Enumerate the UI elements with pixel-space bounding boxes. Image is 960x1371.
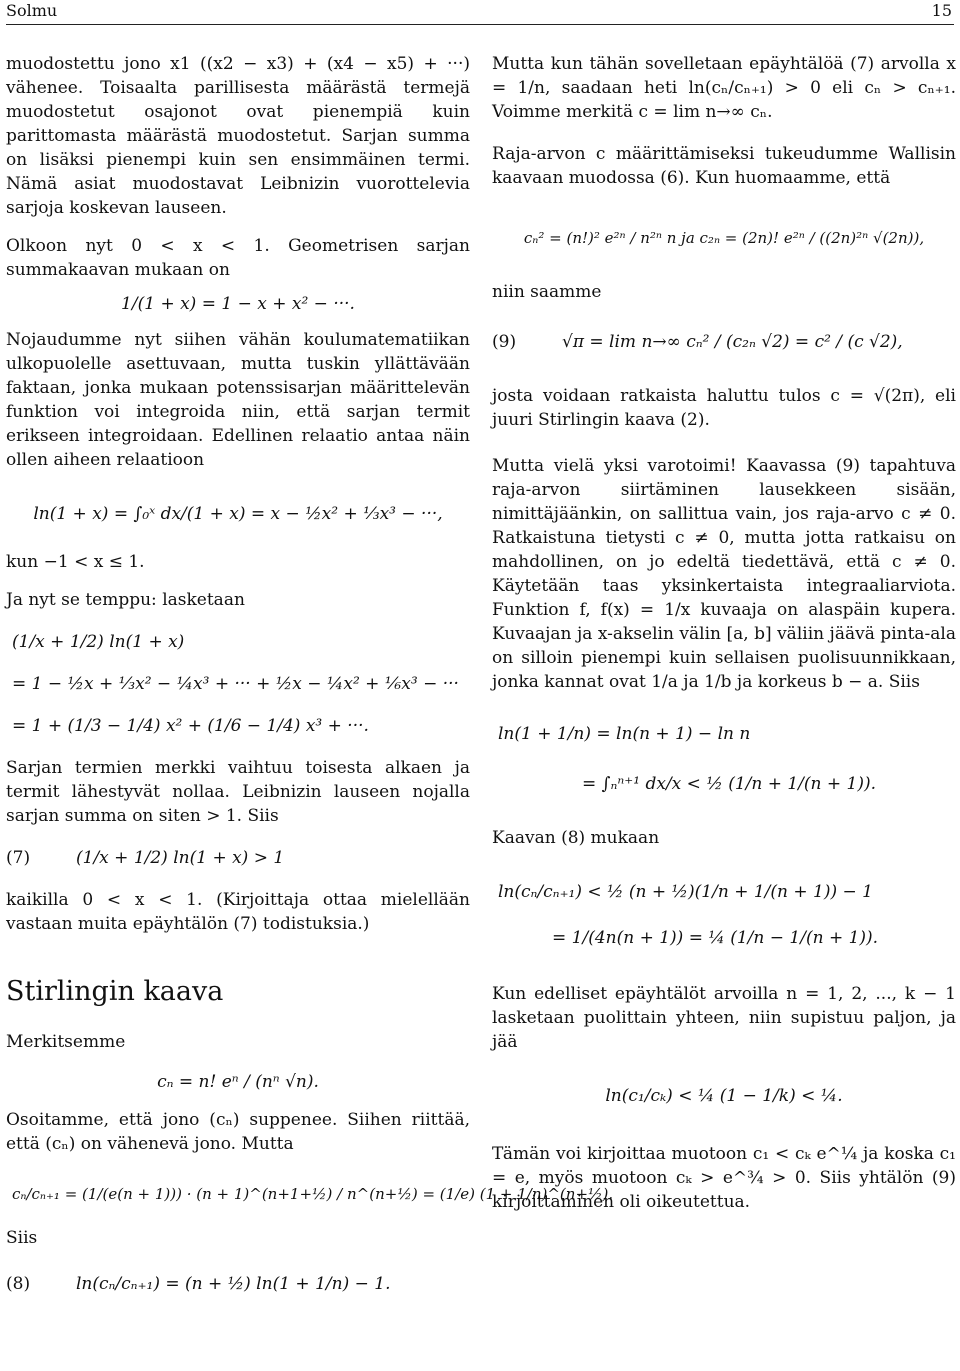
paragraph: Nojaudumme nyt siihen vähän koulumatematiikan ulkopuolelle asettuvaan, mutta tuskin yllättävään faktaan, jonka mukaan potenssisarjan määrittelevän funktion voi integroida niin, että sarjan termit erikseen integroidaan. Edellinen relaatio antaa näin ollen aiheen relaatioon [6,330,470,470]
paragraph: Olkoon nyt 0 < x < 1. Geometrisen sarjan summakaavan mukaan on [6,236,470,280]
equation-log-bound-line2: = 1/(4n(n + 1)) = ¼ (1/n − 1/(n + 1)). [552,928,879,948]
equation-integral-line1: ln(1 + 1/n) = ln(n + 1) − ln n [498,724,751,744]
paragraph: Sarjan termien merkki vaihtuu toisesta alkaen ja termit lähestyvät nollaa. Leibnizin lauseen nojalla sarjan summa on siten > 1. Siis [6,758,470,826]
paragraph: Ja nyt se temppu: lasketaan [6,590,245,610]
equation-ck-bound: ln(c₁/cₖ) < ¼ (1 − 1/k) < ¼. [605,1086,843,1106]
equation-number: (7) [6,848,31,868]
equation-trick-line1: (1/x + 1/2) ln(1 + x) [12,632,185,652]
equation-log-bound-line1: ln(cₙ/cₙ₊₁) < ½ (n + ½)(1/n + 1/(n + 1)) − 1 [498,882,873,902]
right-column [492,52,956,1224]
equation-geometric-series: 1/(1 + x) = 1 − x + x² − ···. [121,294,355,314]
equation-body: ln(cₙ/cₙ₊₁) = (n + ½) ln(1 + 1/n) − 1. [76,1274,391,1294]
equation-trick-line3: = 1 + (1/3 − 1/4) x² + (1/6 − 1/4) x³ + ···. [12,716,369,736]
paragraph: muodostettu jono x1 ((x2 − x3) + (x4 − x5) + ···) vähenee. Toisaalta parillisesta määrästä termejä muodostetut osajonot ovat pienempiä kuin parittomasta määrästä muodostetut. Sarjan summa on lisäksi pienempi kuin sen ensimmäinen termi. Nämä asiat muodostavat Leibnizin vuorottelevia sarjoja koskevan lauseen. [6,54,470,218]
section-title: Stirlingin kaava [6,976,224,1007]
page-header [0,0,960,24]
paragraph: Kun edelliset epäyhtälöt arvoilla n = 1, 2, ..., k − 1 lasketaan puolittain yhteen, niin supistuu paljon, ja jää [492,984,956,1052]
paragraph: Osoitamme, että jono (cₙ) suppenee. Siihen riittää, että (cₙ) on vähenevä jono. Mutta [6,1110,470,1154]
page-number: 15 [931,1,952,20]
equation-trick-line2: = 1 − ½x + ⅓x² − ¼x³ + ··· + ½x − ¼x² + ⅙x³ − ··· [12,674,459,694]
paragraph: Mutta vielä yksi varotoimi! Kaavassa (9) tapahtuva raja-arvon siirtäminen lausekkeen sisään, nimittäjäänkin, on sallittua vain, jos raja-arvo c ≠ 0. Ratkaistuna tietysti c ≠ 0, mutta jotta ratkaisu on mahdollinen, on jo edeltä tiedettävä, että c ≠ 0. Käytetään taas yksinkertaista integraaliarviota. Funktion f, f(x) = 1/x kuvaaja on alaspäin kupera. Kuvaajan ja x-akselin välin [a, b] väliin jäävä pinta-ala on silloin pienempi kuin sellaisen puolisuunnikkaan, jonka kannat ovat 1/a ja 1/b ja korkeus b − a. Siis [492,456,956,692]
paragraph: kaikilla 0 < x < 1. (Kirjoittaja ottaa mielellään vastaan muita epäyhtälön (7) todistuksia.) [6,890,470,934]
paragraph: Merkitsemme [6,1032,126,1052]
equation-body: (1/x + 1/2) ln(1 + x) > 1 [76,848,285,868]
equation-body: √π = lim n→∞ cₙ² / (c₂ₙ √2) = c² / (c √2), [562,332,903,352]
paragraph: Tämän voi kirjoittaa muotoon c₁ < cₖ e^¼ ja koska c₁ = e, myös muotoon cₖ > e^¾ > 0. Siis yhtälön (9) kirjoittaminen oli oikeutettua. [492,1144,956,1212]
paragraph: Kaavan (8) mukaan [492,828,660,848]
header-rule [6,24,954,25]
paragraph: kun −1 < x ≤ 1. [6,552,145,572]
equation-cn-definition: cₙ = n! eⁿ / (nⁿ √n). [157,1072,319,1092]
equation-8 [6,1272,470,1296]
paragraph: Raja-arvon c määrittämiseksi tukeudumme Wallisin kaavaan muodossa (6). Kun huomaamme, että [492,144,956,188]
equation-9 [492,330,956,354]
equation-7 [6,846,470,870]
equation-number: (8) [6,1274,31,1294]
paragraph: niin saamme [492,282,602,302]
paragraph: Mutta kun tähän sovelletaan epäyhtälöä (7) arvolla x = 1/n, saadaan heti ln(cₙ/cₙ₊₁) > 0 eli cₙ > cₙ₊₁. Voimme merkitä c = lim n→∞ cₙ. [492,54,956,122]
journal-name: Solmu [6,1,58,20]
paragraph: Siis [6,1228,38,1248]
equation-number: (9) [492,332,517,352]
paragraph: josta voidaan ratkaista haluttu tulos c = √(2π), eli juuri Stirlingin kaava (2). [492,386,956,430]
equation-ratio: cₙ/cₙ₊₁ = (1/(e(n + 1))) · (n + 1)^(n+1+½) / n^(n+½) = (1/e) (1 + 1/n)^(n+½). [12,1185,614,1203]
equation-wallis: cₙ² = (n!)² e²ⁿ / n²ⁿ n ja c₂ₙ = (2n)! e²ⁿ / ((2n)²ⁿ √(2n)), [523,229,925,247]
equation-ln-series: ln(1 + x) = ∫₀ˣ dx/(1 + x) = x − ½x² + ⅓x³ − ···, [33,504,443,524]
equation-integral-line2: = ∫ₙⁿ⁺¹ dx/x < ½ (1/n + 1/(n + 1)). [582,774,877,794]
